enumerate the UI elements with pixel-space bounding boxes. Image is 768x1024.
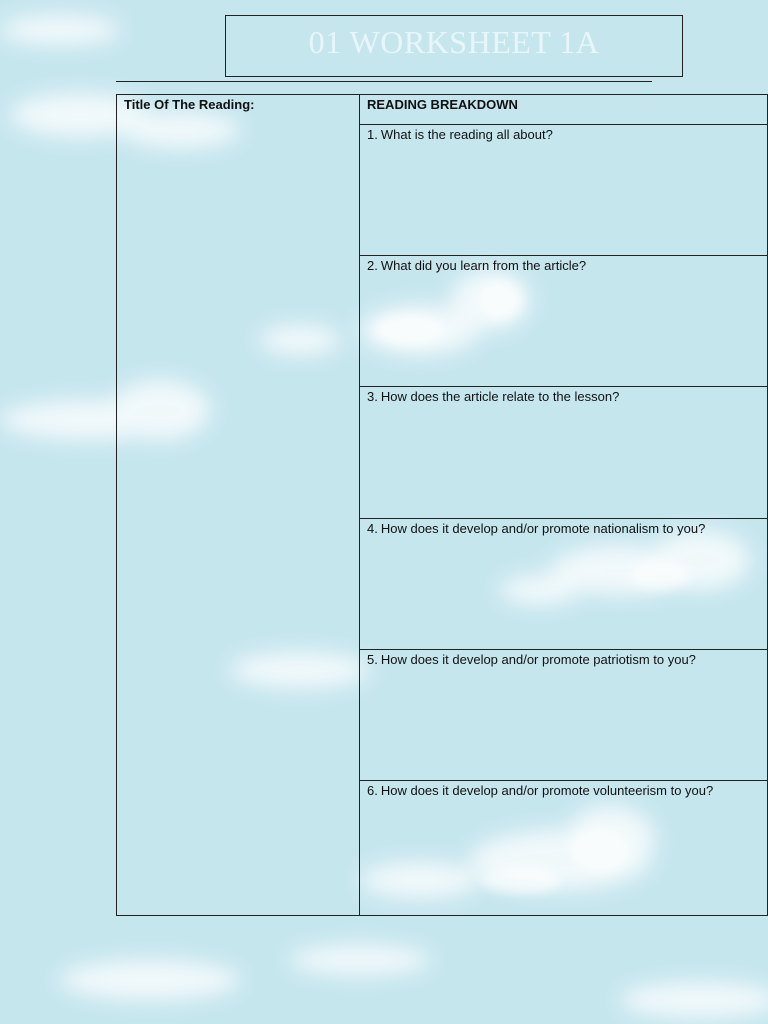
- reading-title-cell[interactable]: [117, 95, 360, 916]
- question-text: What did you learn from the article?: [380, 258, 587, 274]
- reading-breakdown-label: READING BREAKDOWN: [367, 97, 518, 112]
- question-number: 1.: [367, 127, 378, 143]
- question-number: 3.: [367, 389, 378, 405]
- question-text: How does it develop and/or promote patriotism to you?: [380, 651, 696, 667]
- question-cell-3[interactable]: [360, 387, 768, 518]
- header-row: [117, 95, 768, 125]
- question-text: How does it develop and/or promote volunteerism to you?: [380, 782, 714, 798]
- question-number: 2.: [367, 258, 378, 274]
- worksheet-table: [116, 94, 768, 916]
- question-cell-2[interactable]: [360, 256, 768, 387]
- title-underline: [116, 81, 652, 82]
- question-cell-5[interactable]: [360, 649, 768, 780]
- question-cell-6[interactable]: [360, 780, 768, 915]
- reading-breakdown-header: [360, 95, 768, 125]
- question-cell-1[interactable]: [360, 125, 768, 256]
- question-text: What is the reading all about?: [380, 127, 553, 143]
- question-number: 4.: [367, 520, 378, 536]
- question-text: How does it develop and/or promote nationalism to you?: [380, 520, 706, 536]
- reading-title-label: Title Of The Reading:: [124, 97, 255, 112]
- question-text: How does the article relate to the lesson?: [380, 389, 620, 405]
- question-number: 5.: [367, 651, 378, 667]
- title-box: [225, 15, 683, 77]
- worksheet-title: 01 WORKSHEET 1A: [308, 24, 600, 60]
- question-number: 6.: [367, 782, 378, 798]
- question-cell-4[interactable]: [360, 518, 768, 649]
